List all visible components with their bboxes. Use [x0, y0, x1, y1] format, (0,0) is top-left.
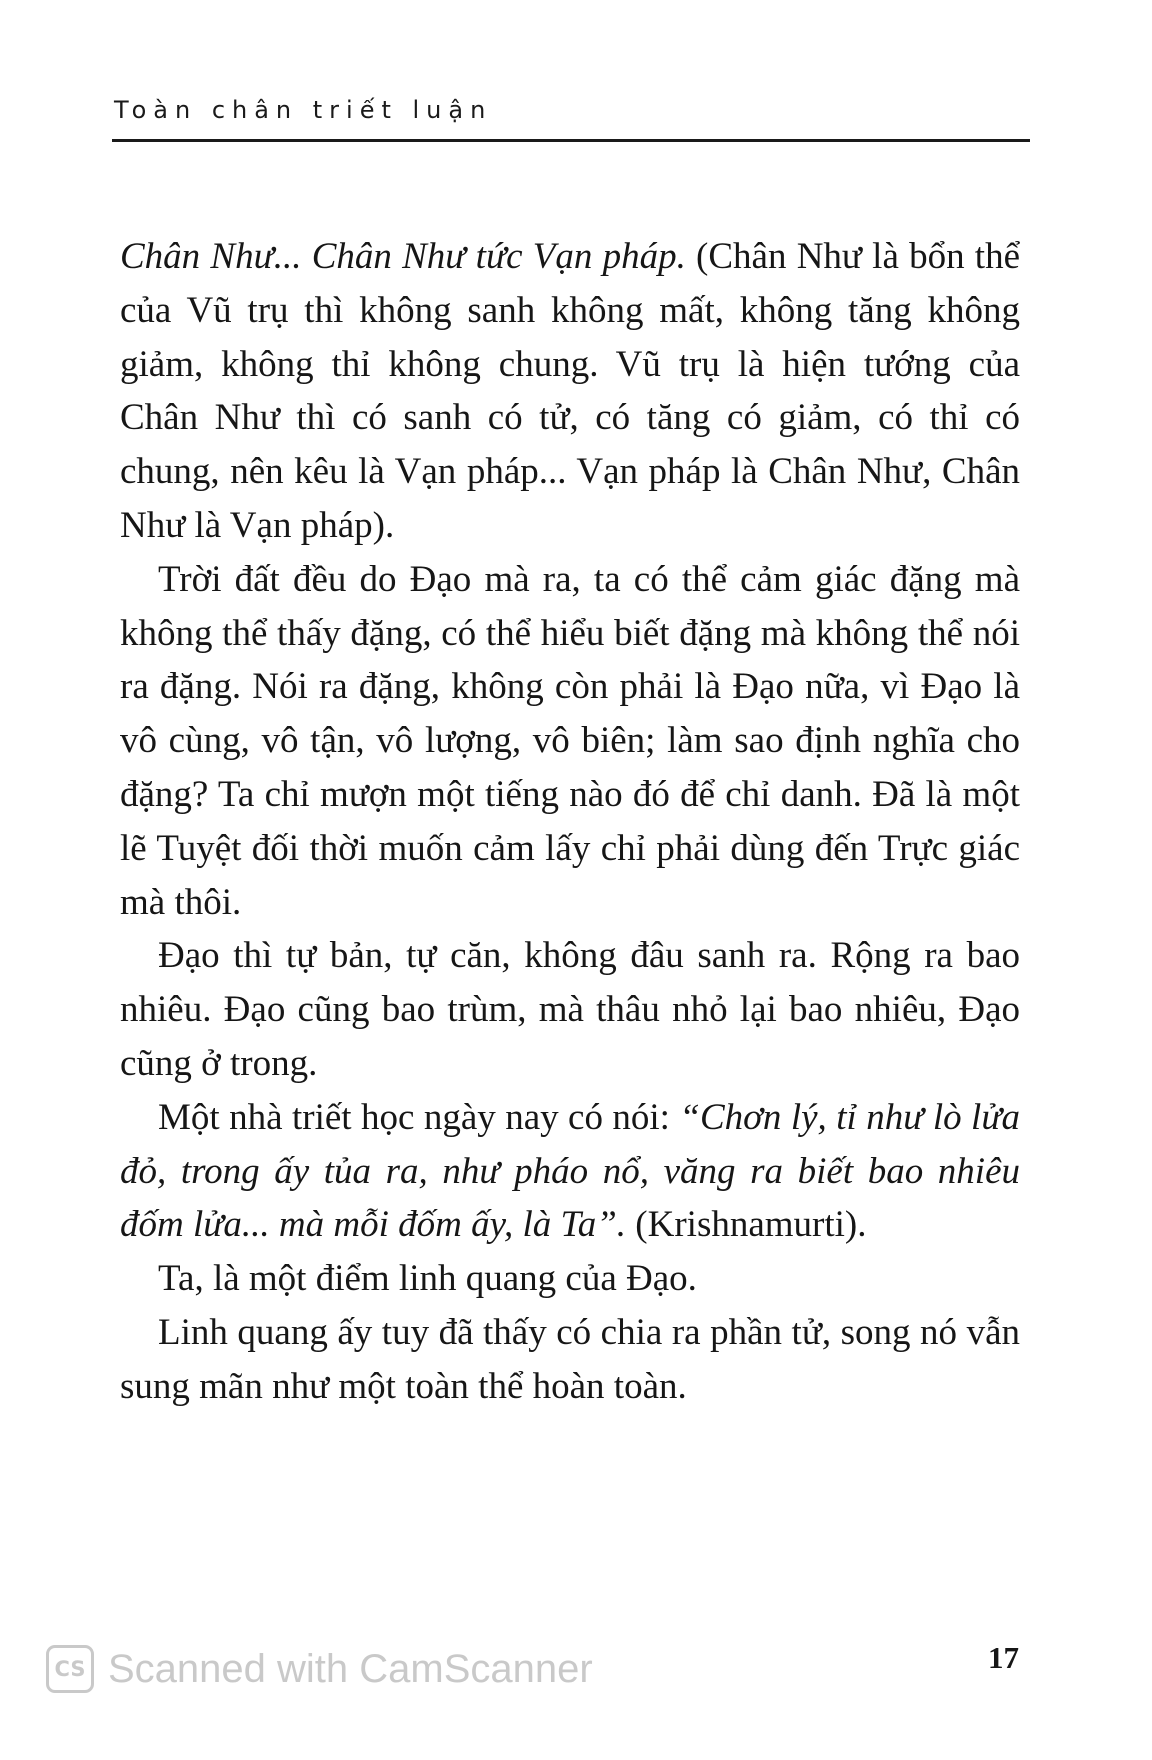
camscanner-watermark [46, 1645, 593, 1693]
paragraph-4 [120, 1091, 1020, 1252]
page-body [120, 230, 1020, 1414]
paragraph-4-lead: Một nhà triết học ngày nay có nói: [158, 1096, 680, 1138]
paragraph-4-quote: “Chơn lý, tỉ như lò lửa đỏ, trong ấy tủa ra, như pháo nổ, văng ra biết bao nhiêu đốm lửa... mà mỗi đốm ấy, là Ta”. [120, 1096, 1021, 1246]
paragraph-5: Ta, là một điểm linh quang của Đạo. [158, 1258, 697, 1300]
header-rule [112, 139, 1030, 142]
running-header-title: Toàn chân triết luận [114, 96, 493, 124]
paragraph-1-text: (Chân Như là bổn thể của Vũ trụ thì không sanh không mất, không tăng không giảm, không thỉ không chung. Vũ trụ là hiện tướng của Chân Như thì có sanh có tử, có tăng có giảm, có thỉ có chung, nên kêu là Vạn pháp... Vạn pháp là Chân Như, Chân Như là Vạn pháp). [120, 236, 1021, 546]
watermark-text: Scanned with CamScanner [108, 1646, 593, 1691]
paragraph-1 [120, 230, 1020, 553]
paragraph-3: Đạo thì tự bản, tự căn, không đâu sanh ra. Rộng ra bao nhiêu. Đạo cũng bao trùm, mà thâu nhỏ lại bao nhiêu, Đạo cũng ở trong. [120, 935, 1020, 1084]
paragraph-4-tail: (Krishnamurti). [626, 1204, 867, 1246]
camscanner-logo-icon: CS [46, 1645, 94, 1693]
paragraph-2: Trời đất đều do Đạo mà ra, ta có thể cảm giác đặng mà không thể thấy đặng, có thể hiểu biết đặng mà không thể nói ra đặng. Nói ra đặng, không còn phải là Đạo nữa, vì Đạo là vô cùng, vô tận, vô lượng, vô biên; làm sao định nghĩa cho đặng? Ta chỉ mượn một tiếng nào đó để chỉ danh. Đã là một lẽ Tuyệt đối thời muốn cảm lấy chỉ phải dùng đến Trực giác mà thôi. [120, 558, 1020, 923]
paragraph-1-italic: Chân Như... Chân Như tức Vạn pháp. [120, 236, 686, 277]
paragraph-6: Linh quang ấy tuy đã thấy có chia ra phần tử, song nó vẫn sung mãn như một toàn thể hoàn toàn. [120, 1311, 1020, 1407]
page-number: 17 [988, 1640, 1019, 1675]
